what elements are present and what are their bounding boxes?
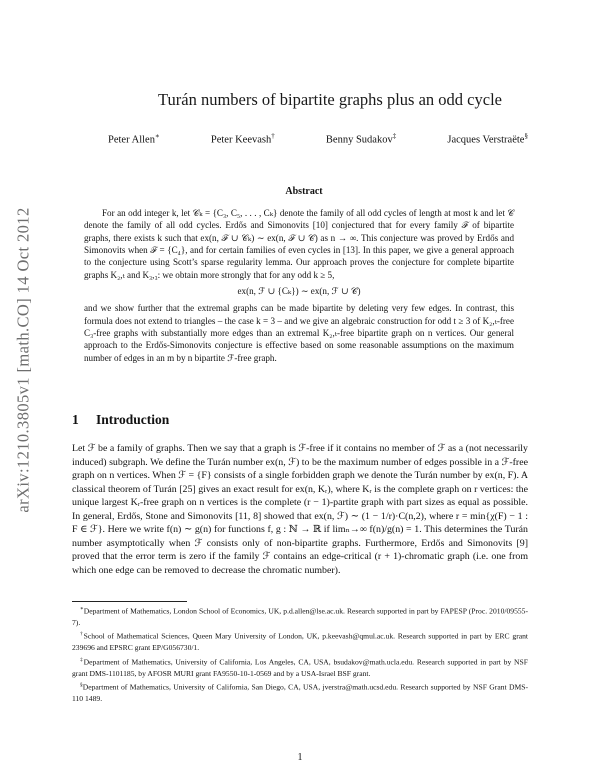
author-list [108, 132, 528, 146]
arxiv-identifier: arXiv:1210.3805v1 [math.CO] 14 Oct 2012 [14, 207, 34, 513]
author: Peter Keevash† [210, 132, 275, 146]
footnote: ∗Department of Mathematics, London School of Economics, UK, p.d.allen@lse.ac.uk. Research supported in part by FAPESP (Proc. 2010/09555-7). [72, 606, 528, 627]
footnote: †School of Mathematical Sciences, Queen Mary University of London, UK, p.keevash@qmul.ac.uk. Research supported in part by ERC grant 239696 and EPSRC grant EP/G056730/1. [72, 631, 529, 653]
page-number: 1 [297, 752, 303, 763]
footnote-rule [72, 601, 187, 602]
section-heading [72, 412, 169, 428]
footnote: ‡Department of Mathematics, University of California, Los Angeles, CA, USA, bsudakov@math.ucla.edu. Research supported in part by NSF grant DMS-1101185, by AFOSR MURI grant FA9550-10-1-0569 and by a USA-Israel BSF grant. [72, 656, 528, 678]
body-paragraph: Let ℱ be a family of graphs. Then we say that a graph is ℱ-free if it contains no member of ℱ as a (not necessarily induced) subgraph. We define the Turán number ex(n, ℱ) to be the maximum number of edges possible in a ℱ-free graph on n vertices. When ℱ = {F} consists of a single forbidden graph we denote the Turán number by ex(n, F). A classical theorem of Turán [25] gives an exact result for ex(n, Kᵣ), where Kᵣ is the complete graph on r vertices: the unique largest Kᵣ-free graph on n vertices is the complete (r − 1)-partite graph with part sizes as equal as possible. In general, Erdős, Stone and Simonovits [11, 8] showed that ex(n, ℱ) ∼ (1 − 1/r)·C(n,2), where r = min{χ(F) − 1 : F ∈ ℱ}. Here we write f(n) ∼ g(n) for functions f, g : ℕ → ℝ if limₙ→∞ f(n)/g(n) = 1. This determines the Turán number asymptotically when ℱ consists only of non-bipartite graphs. Furthermore, Erdős and Simonovits [9] proved that the error term is zero if the family ℱ contains an edge-critical (r + 1)-chromatic graph (i.e. one from which one edge can be removed to decrease the chromatic number). [72, 443, 528, 576]
section-number: 1 [72, 412, 79, 427]
paper-title: Turán numbers of bipartite graphs plus an odd cycle [158, 90, 502, 109]
abstract-heading: Abstract [285, 186, 323, 197]
author: Jacques Verstraëte§ [447, 132, 528, 146]
footnote: §Department of Mathematics, University of California, San Diego, CA, USA, jverstra@math.ucsd.edu. Research supported by NSF Grant DMS-110 1489. [72, 682, 528, 703]
display-formula: ex(n, ℱ ∪ {Cₖ}) ∼ ex(n, ℱ ∪ 𝒞) [237, 286, 361, 297]
author: Peter Allen∗ [108, 132, 160, 146]
abstract-paragraph: For an odd integer k, let 𝒞ₖ = {C₃, C₅, . . . , Cₖ} denote the family of all odd cycles of length at most k and let 𝒞 denote the family of all odd cycles. Erdős and Simonovits [10] conjectured that for every family ℱ of bipartite graphs, there exists k such that ex(n, ℱ ∪ 𝒞ₖ) ∼ ex(n, ℱ ∪ 𝒞) as n → ∞. This conjecture was proved by Erdős and Simonovits when ℱ = {C₄}, and for certain families of even cycles in [13]. In this paper, we give a general approach to the conjecture using Scott’s sparse regularity lemma. Our approach proves the conjecture for complete bipartite graphs K₂,ₜ and K₃,₃: we obtain more strongly that for any odd k ≥ 5, [84, 208, 514, 280]
footnotes [72, 604, 528, 705]
introduction-body [72, 442, 528, 577]
author: Benny Sudakov‡ [325, 132, 397, 146]
abstract-paragraph: and we show further that the extremal graphs can be made bipartite by deleting very few edges. In contrast, this formula does not extend to triangles – the case k = 3 – and we give an algebraic construction for odd t ≥ 3 of K₂,ₜ-free C₃-free graphs with substantially more edges than an extremal K₂,ₜ-free bipartite graph on n vertices. Our general approach to the Erdős-Simonovits conjecture is effective based on some reasonable assumptions on the maximum number of edges in an m by n bipartite ℱ-free graph. [84, 303, 514, 363]
section-title: Introduction [96, 412, 170, 427]
abstract-body [84, 207, 514, 364]
arxiv-stamp [4, 120, 44, 600]
